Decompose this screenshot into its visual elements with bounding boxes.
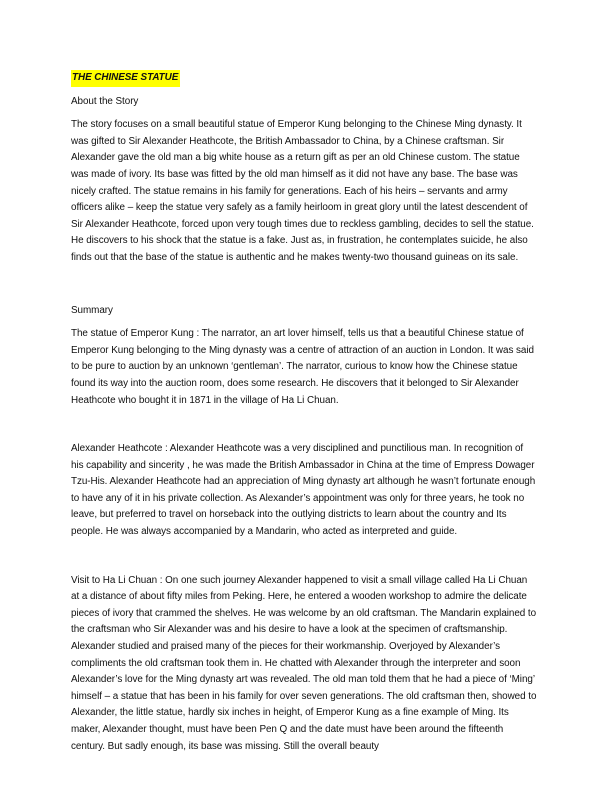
document-page xyxy=(71,70,537,763)
about-paragraph: The story focuses on a small beautiful statue of Emperor Kung belonging to the Chinese Ming dynasty. It was gifted to Sir Alexander Heathcote, the British Ambassador to China, by a Chinese craftsman. Sir Alexander gave the old man a big white house as a return gift as per an old Chinese custom. The statue was made of ivory. Its base was fitted by the old man himself as it did not have any base. The base was nicely crafted. The statue remains in his family for generations. Each of his heirs – servants and army officers alike – keep the statue very safely as a family heirloom in great glory until the latest descendent of Sir Alexander Heathcote, forced upon very tough times due to reckless gambling, decides to sell the statue. He discovers to his shock that the statue is a fake. Just as, in frustration, he contemplates suicide, he also finds out that the base of the statue is authentic and he makes twenty-two thousand guineas on its sale. xyxy=(71,119,534,263)
visit-paragraph: Visit to Ha Li Chuan : On one such journey Alexander happened to visit a small village called Ha Li Chuan at a distance of about fifty miles from Peking. Here, he entered a wooden workshop to admire the delicate pieces of ivory that crammed the shelves. He was welcome by an old craftsman. The Mandarin explained to the craftsman who Sir Alexander was and his desire to have a look at the specimen of craftsmanship. Alexander studied and praised many of the pieces for their workmanship. Overjoyed by Alexander’s compliments the old craftsman took them in. He chatted with Alexander through the interpreter and soon Alexander’s love for the Ming dynasty art was revealed. The old man told them that he had a piece of ‘Ming’ himself – a statue that has been in his family for over seven generations. The old craftsman then, showed to Alexander, the little statue, hardly six inches in height, of Emperor Kung as a fine example of Ming. Its maker, Alexander thought, must have been Pen Q and the date must have been around the fifteenth century. But sadly enough, its base was missing. Still the overall beauty xyxy=(71,574,537,752)
about-heading: About the Story xyxy=(71,95,139,107)
summary-heading: Summary xyxy=(71,304,113,316)
document-title: THE CHINESE STATUE xyxy=(71,70,180,87)
spacer xyxy=(71,549,537,573)
spacer xyxy=(71,275,537,303)
spacer xyxy=(71,417,537,441)
heathcote-paragraph: Alexander Heathcote : Alexander Heathcote was a very disciplined and punctilious man. In recognition of his capability and sincerity , he was made the British Ambassador in China at the time of Empress Dowager Tzu-His. Alexander Heathcote had an appreciation of Ming dynasty art although he wasn’t fortunate enough to have any of it in his private collection. As Alexander’s appointment was only for three years, he took no leave, but preferred to travel on horseback into the outlying districts to learn about the country and Its people. He was always accompanied by a Mandarin, who acted as interpreted and guide. xyxy=(71,443,536,538)
summary-paragraph: The statue of Emperor Kung : The narrator, an art lover himself, tells us that a beautiful Chinese statue of Emperor Kung belonging to the Ming dynasty was a centre of attraction of an auction in London. It was said to be pure to auction by an unknown ‘gentleman’. The narrator, curious to know how the Chinese statue found its way into the auction room, does some research. He discovers that it belonged to Sir Alexander Heathcote who bought it in 1871 in the village of Ha Li Chuan. xyxy=(71,328,534,406)
